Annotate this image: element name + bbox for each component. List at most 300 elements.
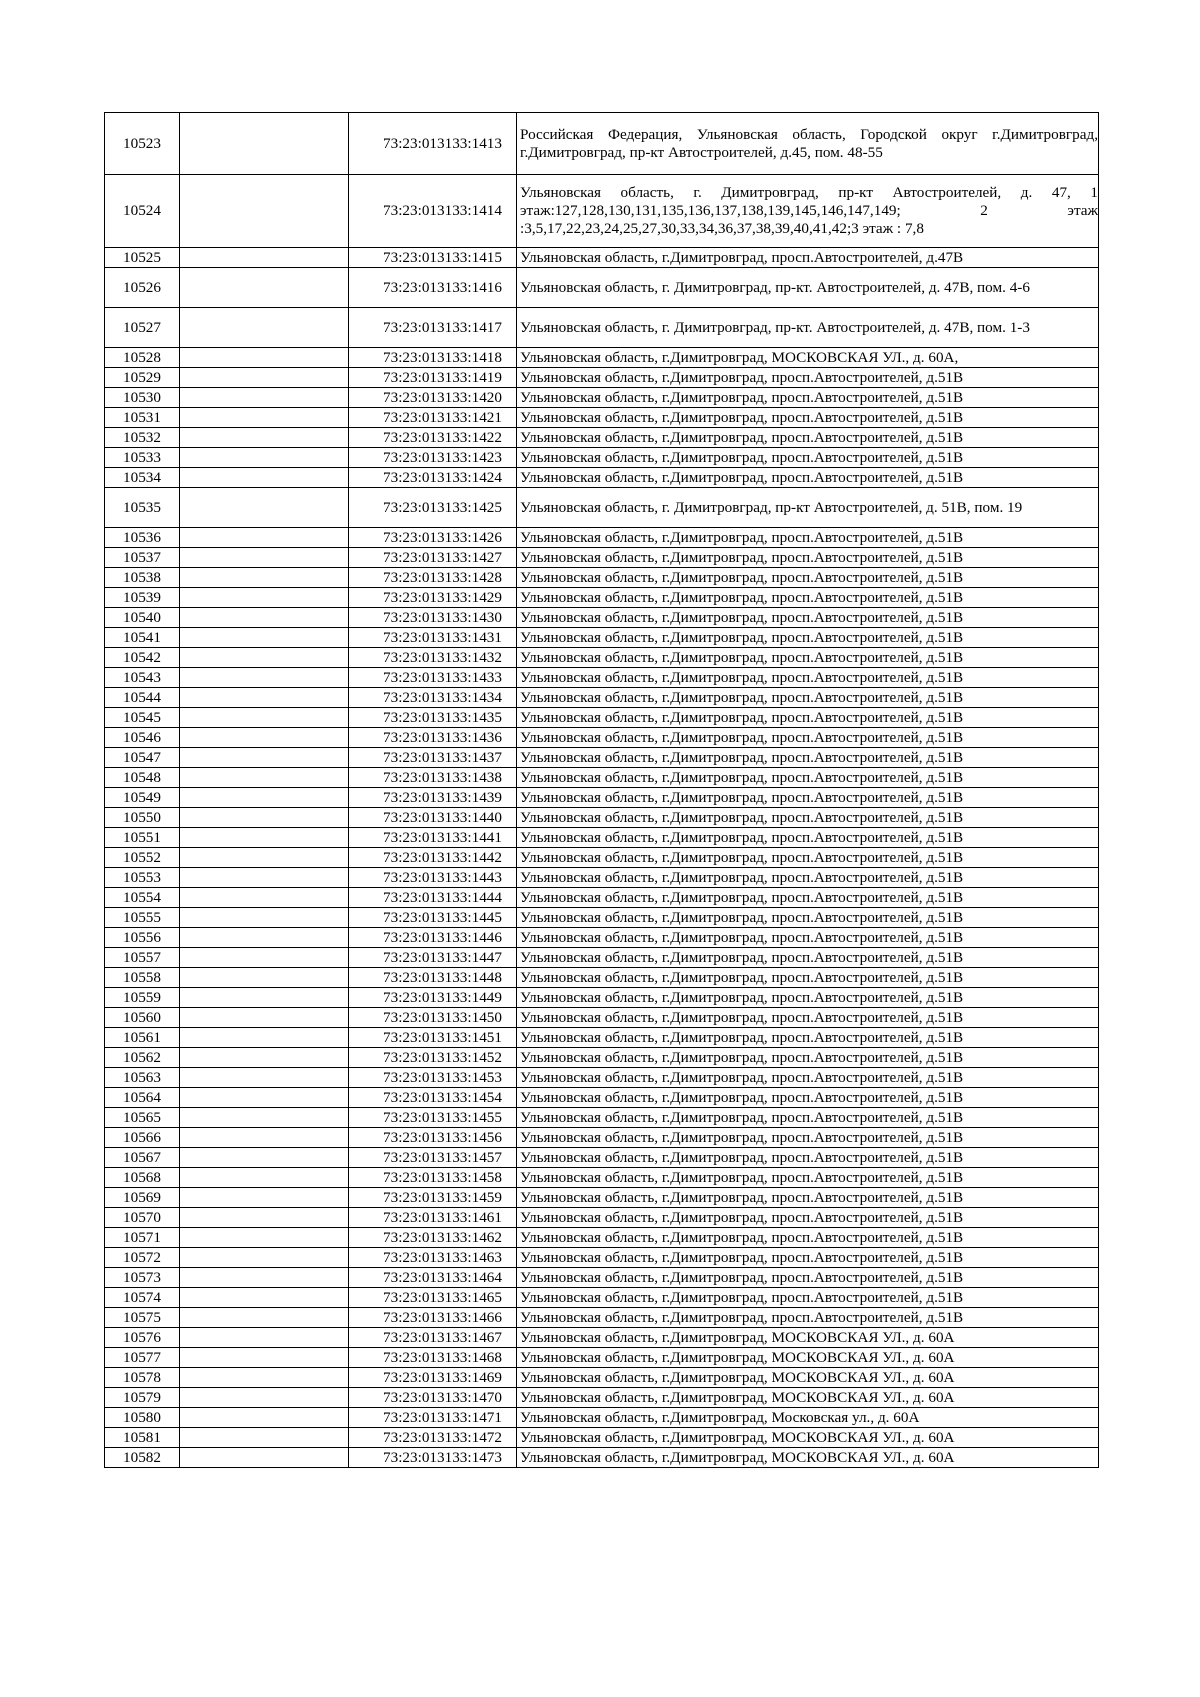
- address-cell: Ульяновская область, г.Димитровград, МОСКОВСКАЯ УЛ., д. 60А: [517, 1428, 1099, 1448]
- address-cell: Ульяновская область, г.Димитровград, просп.Автостроителей, д.51В: [517, 1308, 1099, 1328]
- address-cell: Ульяновская область, г.Димитровград, просп.Автостроителей, д.51В: [517, 1048, 1099, 1068]
- empty-cell: [180, 728, 349, 748]
- address-cell: Ульяновская область, г.Димитровград, просп.Автостроителей, д.51В: [517, 788, 1099, 808]
- row-number-cell: 10578: [105, 1368, 180, 1388]
- cadastral-number-cell: 73:23:013133:1423: [349, 448, 517, 468]
- table-row: [105, 588, 1099, 608]
- table-row: [105, 1328, 1099, 1348]
- address-cell: Ульяновская область, г.Димитровград, просп.Автостроителей, д.51В: [517, 768, 1099, 788]
- cadastral-number-cell: 73:23:013133:1463: [349, 1248, 517, 1268]
- table-row: [105, 468, 1099, 488]
- address-cell: Ульяновская область, г.Димитровград, просп.Автостроителей, д.51В: [517, 568, 1099, 588]
- empty-cell: [180, 528, 349, 548]
- cadastral-number-cell: 73:23:013133:1418: [349, 348, 517, 368]
- address-cell: Ульяновская область, г.Димитровград, просп.Автостроителей, д.51В: [517, 708, 1099, 728]
- empty-cell: [180, 268, 349, 308]
- table-row: [105, 1408, 1099, 1428]
- row-number-cell: 10563: [105, 1068, 180, 1088]
- cadastral-number-cell: 73:23:013133:1459: [349, 1188, 517, 1208]
- row-number-cell: 10555: [105, 908, 180, 928]
- empty-cell: [180, 928, 349, 948]
- table-row: [105, 1448, 1099, 1468]
- empty-cell: [180, 1228, 349, 1248]
- address-cell: Ульяновская область, г.Димитровград, просп.Автостроителей, д.51В: [517, 828, 1099, 848]
- row-number-cell: 10544: [105, 688, 180, 708]
- address-cell: Ульяновская область, г.Димитровград, просп.Автостроителей, д.51В: [517, 1008, 1099, 1028]
- table-row: [105, 408, 1099, 428]
- row-number-cell: 10523: [105, 113, 180, 175]
- row-number-cell: 10554: [105, 888, 180, 908]
- cadastral-number-cell: 73:23:013133:1415: [349, 248, 517, 268]
- row-number-cell: 10576: [105, 1328, 180, 1348]
- empty-cell: [180, 408, 349, 428]
- address-cell: Ульяновская область, г.Димитровград, МОСКОВСКАЯ УЛ., д. 60А: [517, 1368, 1099, 1388]
- empty-cell: [180, 888, 349, 908]
- cadastral-number-cell: 73:23:013133:1461: [349, 1208, 517, 1228]
- empty-cell: [180, 768, 349, 788]
- row-number-cell: 10579: [105, 1388, 180, 1408]
- row-number-cell: 10566: [105, 1128, 180, 1148]
- row-number-cell: 10581: [105, 1428, 180, 1448]
- address-cell: Ульяновская область, г. Димитровград, пр-кт. Автостроителей, д. 47В, пом. 1-3: [517, 308, 1099, 348]
- address-cell: Ульяновская область, г.Димитровград, просп.Автостроителей, д.51В: [517, 948, 1099, 968]
- empty-cell: [180, 688, 349, 708]
- table-row: [105, 708, 1099, 728]
- empty-cell: [180, 628, 349, 648]
- row-number-cell: 10529: [105, 368, 180, 388]
- address-cell: Ульяновская область, г.Димитровград, просп.Автостроителей, д.51В: [517, 1148, 1099, 1168]
- empty-cell: [180, 428, 349, 448]
- table-row: [105, 368, 1099, 388]
- row-number-cell: 10542: [105, 648, 180, 668]
- cadastral-number-cell: 73:23:013133:1466: [349, 1308, 517, 1328]
- registry-table: [104, 112, 1099, 1468]
- empty-cell: [180, 248, 349, 268]
- row-number-cell: 10572: [105, 1248, 180, 1268]
- row-number-cell: 10539: [105, 588, 180, 608]
- empty-cell: [180, 1128, 349, 1148]
- empty-cell: [180, 588, 349, 608]
- cadastral-number-cell: 73:23:013133:1470: [349, 1388, 517, 1408]
- cadastral-number-cell: 73:23:013133:1458: [349, 1168, 517, 1188]
- address-cell: Ульяновская область, г.Димитровград, МОСКОВСКАЯ УЛ., д. 60А: [517, 1348, 1099, 1368]
- empty-cell: [180, 1408, 349, 1428]
- row-number-cell: 10552: [105, 848, 180, 868]
- row-number-cell: 10535: [105, 488, 180, 528]
- empty-cell: [180, 1188, 349, 1208]
- row-number-cell: 10543: [105, 668, 180, 688]
- table-row: [105, 868, 1099, 888]
- row-number-cell: 10541: [105, 628, 180, 648]
- cadastral-number-cell: 73:23:013133:1419: [349, 368, 517, 388]
- row-number-cell: 10564: [105, 1088, 180, 1108]
- address-cell: Российская Федерация, Ульяновская область, Городской округ г.Димитровград, г.Димитровград, пр-кт Автостроителей, д.45, пом. 48-55: [517, 113, 1099, 175]
- table-row: [105, 1348, 1099, 1368]
- table-row: [105, 728, 1099, 748]
- table-row: [105, 1028, 1099, 1048]
- table-row: [105, 248, 1099, 268]
- address-cell: Ульяновская область, г. Димитровград, пр-кт Автостроителей, д. 47, 1 этаж:127,128,130,131,135,136,137,138,139,145,146,147,149; 2 этаж :3,5,17,22,23,24,25,27,30,33,34,36,37,38,39,40,41,42;3 этаж : 7,8: [517, 175, 1099, 248]
- cadastral-number-cell: 73:23:013133:1439: [349, 788, 517, 808]
- row-number-cell: 10540: [105, 608, 180, 628]
- table-row: [105, 1308, 1099, 1328]
- address-cell: Ульяновская область, г.Димитровград, просп.Автостроителей, д.51В: [517, 668, 1099, 688]
- table-row: [105, 113, 1099, 175]
- table-row: [105, 808, 1099, 828]
- table-row: [105, 1268, 1099, 1288]
- empty-cell: [180, 1268, 349, 1288]
- table-row: [105, 1368, 1099, 1388]
- cadastral-number-cell: 73:23:013133:1469: [349, 1368, 517, 1388]
- table-row: [105, 568, 1099, 588]
- table-row: [105, 608, 1099, 628]
- cadastral-number-cell: 73:23:013133:1452: [349, 1048, 517, 1068]
- address-cell: Ульяновская область, г.Димитровград, просп.Автостроителей, д.51В: [517, 888, 1099, 908]
- row-number-cell: 10531: [105, 408, 180, 428]
- cadastral-number-cell: 73:23:013133:1467: [349, 1328, 517, 1348]
- cadastral-number-cell: 73:23:013133:1473: [349, 1448, 517, 1468]
- address-cell: Ульяновская область, г.Димитровград, просп.Автостроителей, д.51В: [517, 968, 1099, 988]
- table-row: [105, 428, 1099, 448]
- table-row: [105, 668, 1099, 688]
- row-number-cell: 10550: [105, 808, 180, 828]
- row-number-cell: 10567: [105, 1148, 180, 1168]
- cadastral-number-cell: 73:23:013133:1462: [349, 1228, 517, 1248]
- address-cell: Ульяновская область, г.Димитровград, просп.Автостроителей, д.51В: [517, 448, 1099, 468]
- address-cell: Ульяновская область, г.Димитровград, просп.Автостроителей, д.51В: [517, 388, 1099, 408]
- empty-cell: [180, 868, 349, 888]
- cadastral-number-cell: 73:23:013133:1430: [349, 608, 517, 628]
- address-cell: Ульяновская область, г.Димитровград, просп.Автостроителей, д.51В: [517, 988, 1099, 1008]
- cadastral-number-cell: 73:23:013133:1422: [349, 428, 517, 448]
- empty-cell: [180, 908, 349, 928]
- address-cell: Ульяновская область, г.Димитровград, МОСКОВСКАЯ УЛ., д. 60А: [517, 1388, 1099, 1408]
- cadastral-number-cell: 73:23:013133:1413: [349, 113, 517, 175]
- empty-cell: [180, 1068, 349, 1088]
- row-number-cell: 10573: [105, 1268, 180, 1288]
- address-cell: Ульяновская область, г.Димитровград, просп.Автостроителей, д.51В: [517, 468, 1099, 488]
- empty-cell: [180, 1108, 349, 1128]
- row-number-cell: 10527: [105, 308, 180, 348]
- cadastral-number-cell: 73:23:013133:1444: [349, 888, 517, 908]
- document-page: [104, 112, 1098, 1468]
- table-row: [105, 1248, 1099, 1268]
- cadastral-number-cell: 73:23:013133:1427: [349, 548, 517, 568]
- row-number-cell: 10548: [105, 768, 180, 788]
- row-number-cell: 10575: [105, 1308, 180, 1328]
- address-cell: Ульяновская область, г.Димитровград, просп.Автостроителей, д.51В: [517, 1248, 1099, 1268]
- table-row: [105, 1148, 1099, 1168]
- row-number-cell: 10534: [105, 468, 180, 488]
- row-number-cell: 10530: [105, 388, 180, 408]
- cadastral-number-cell: 73:23:013133:1426: [349, 528, 517, 548]
- empty-cell: [180, 1148, 349, 1168]
- address-cell: Ульяновская область, г.Димитровград, просп.Автостроителей, д.51В: [517, 408, 1099, 428]
- cadastral-number-cell: 73:23:013133:1450: [349, 1008, 517, 1028]
- empty-cell: [180, 468, 349, 488]
- table-row: [105, 175, 1099, 248]
- address-cell: Ульяновская область, г.Димитровград, просп.Автостроителей, д.51В: [517, 688, 1099, 708]
- address-cell: Ульяновская область, г.Димитровград, Московская ул., д. 60А: [517, 1408, 1099, 1428]
- table-row: [105, 788, 1099, 808]
- row-number-cell: 10556: [105, 928, 180, 948]
- address-cell: Ульяновская область, г.Димитровград, просп.Автостроителей, д.51В: [517, 1188, 1099, 1208]
- empty-cell: [180, 348, 349, 368]
- empty-cell: [180, 1388, 349, 1408]
- address-cell: Ульяновская область, г.Димитровград, просп.Автостроителей, д.51В: [517, 648, 1099, 668]
- table-row: [105, 1068, 1099, 1088]
- table-row: [105, 1168, 1099, 1188]
- address-cell: Ульяновская область, г.Димитровград, просп.Автостроителей, д.51В: [517, 1208, 1099, 1228]
- address-cell: Ульяновская область, г. Димитровград, пр-кт Автостроителей, д. 51В, пом. 19: [517, 488, 1099, 528]
- empty-cell: [180, 488, 349, 528]
- empty-cell: [180, 828, 349, 848]
- cadastral-number-cell: 73:23:013133:1435: [349, 708, 517, 728]
- cadastral-number-cell: 73:23:013133:1432: [349, 648, 517, 668]
- address-cell: Ульяновская область, г.Димитровград, МОСКОВСКАЯ УЛ., д. 60А,: [517, 348, 1099, 368]
- cadastral-number-cell: 73:23:013133:1431: [349, 628, 517, 648]
- address-cell: Ульяновская область, г.Димитровград, просп.Автостроителей, д.51В: [517, 1168, 1099, 1188]
- empty-cell: [180, 388, 349, 408]
- table-row: [105, 988, 1099, 1008]
- empty-cell: [180, 988, 349, 1008]
- empty-cell: [180, 448, 349, 468]
- row-number-cell: 10528: [105, 348, 180, 368]
- cadastral-number-cell: 73:23:013133:1433: [349, 668, 517, 688]
- cadastral-number-cell: 73:23:013133:1437: [349, 748, 517, 768]
- row-number-cell: 10560: [105, 1008, 180, 1028]
- empty-cell: [180, 568, 349, 588]
- empty-cell: [180, 948, 349, 968]
- empty-cell: [180, 808, 349, 828]
- address-cell: Ульяновская область, г. Димитровград, пр-кт. Автостроителей, д. 47В, пом. 4-6: [517, 268, 1099, 308]
- empty-cell: [180, 1428, 349, 1448]
- address-cell: Ульяновская область, г.Димитровград, просп.Автостроителей, д.51В: [517, 848, 1099, 868]
- empty-cell: [180, 1348, 349, 1368]
- address-cell: Ульяновская область, г.Димитровград, просп.Автостроителей, д.51В: [517, 588, 1099, 608]
- empty-cell: [180, 668, 349, 688]
- table-row: [105, 388, 1099, 408]
- cadastral-number-cell: 73:23:013133:1453: [349, 1068, 517, 1088]
- row-number-cell: 10558: [105, 968, 180, 988]
- address-cell: Ульяновская область, г.Димитровград, просп.Автостроителей, д.51В: [517, 608, 1099, 628]
- row-number-cell: 10524: [105, 175, 180, 248]
- cadastral-number-cell: 73:23:013133:1455: [349, 1108, 517, 1128]
- row-number-cell: 10582: [105, 1448, 180, 1468]
- table-row: [105, 648, 1099, 668]
- table-row: [105, 688, 1099, 708]
- table-row: [105, 1208, 1099, 1228]
- row-number-cell: 10551: [105, 828, 180, 848]
- cadastral-number-cell: 73:23:013133:1424: [349, 468, 517, 488]
- cadastral-number-cell: 73:23:013133:1421: [349, 408, 517, 428]
- address-cell: Ульяновская область, г.Димитровград, просп.Автостроителей, д.51В: [517, 1228, 1099, 1248]
- table-row: [105, 1228, 1099, 1248]
- address-cell: Ульяновская область, г.Димитровград, просп.Автостроителей, д.51В: [517, 628, 1099, 648]
- address-cell: Ульяновская область, г.Димитровград, просп.Автостроителей, д.51В: [517, 928, 1099, 948]
- empty-cell: [180, 113, 349, 175]
- row-number-cell: 10532: [105, 428, 180, 448]
- row-number-cell: 10571: [105, 1228, 180, 1248]
- table-row: [105, 528, 1099, 548]
- cadastral-number-cell: 73:23:013133:1457: [349, 1148, 517, 1168]
- row-number-cell: 10549: [105, 788, 180, 808]
- table-row: [105, 768, 1099, 788]
- cadastral-number-cell: 73:23:013133:1448: [349, 968, 517, 988]
- empty-cell: [180, 848, 349, 868]
- address-cell: Ульяновская область, г.Димитровград, просп.Автостроителей, д.51В: [517, 1128, 1099, 1148]
- cadastral-number-cell: 73:23:013133:1443: [349, 868, 517, 888]
- empty-cell: [180, 608, 349, 628]
- cadastral-number-cell: 73:23:013133:1441: [349, 828, 517, 848]
- empty-cell: [180, 788, 349, 808]
- address-cell: Ульяновская область, г.Димитровград, просп.Автостроителей, д.51В: [517, 1028, 1099, 1048]
- address-cell: Ульяновская область, г.Димитровград, просп.Автостроителей, д.51В: [517, 528, 1099, 548]
- row-number-cell: 10533: [105, 448, 180, 468]
- table-row: [105, 1008, 1099, 1028]
- empty-cell: [180, 1088, 349, 1108]
- address-cell: Ульяновская область, г.Димитровград, просп.Автостроителей, д.51В: [517, 368, 1099, 388]
- table-row: [105, 748, 1099, 768]
- table-row: [105, 848, 1099, 868]
- empty-cell: [180, 748, 349, 768]
- address-cell: Ульяновская область, г.Димитровград, просп.Автостроителей, д.51В: [517, 748, 1099, 768]
- empty-cell: [180, 368, 349, 388]
- empty-cell: [180, 1028, 349, 1048]
- cadastral-number-cell: 73:23:013133:1440: [349, 808, 517, 828]
- table-row: [105, 908, 1099, 928]
- address-cell: Ульяновская область, г.Димитровград, просп.Автостроителей, д.47В: [517, 248, 1099, 268]
- empty-cell: [180, 308, 349, 348]
- empty-cell: [180, 1288, 349, 1308]
- table-row: [105, 448, 1099, 468]
- cadastral-number-cell: 73:23:013133:1425: [349, 488, 517, 528]
- table-row: [105, 548, 1099, 568]
- address-cell: Ульяновская область, г.Димитровград, просп.Автостроителей, д.51В: [517, 808, 1099, 828]
- empty-cell: [180, 1308, 349, 1328]
- empty-cell: [180, 175, 349, 248]
- cadastral-number-cell: 73:23:013133:1456: [349, 1128, 517, 1148]
- row-number-cell: 10525: [105, 248, 180, 268]
- empty-cell: [180, 1048, 349, 1068]
- address-cell: Ульяновская область, г.Димитровград, МОСКОВСКАЯ УЛ., д. 60А: [517, 1448, 1099, 1468]
- cadastral-number-cell: 73:23:013133:1417: [349, 308, 517, 348]
- cadastral-number-cell: 73:23:013133:1454: [349, 1088, 517, 1108]
- cadastral-number-cell: 73:23:013133:1472: [349, 1428, 517, 1448]
- address-cell: Ульяновская область, г.Димитровград, просп.Автостроителей, д.51В: [517, 1288, 1099, 1308]
- row-number-cell: 10545: [105, 708, 180, 728]
- row-number-cell: 10526: [105, 268, 180, 308]
- table-row: [105, 1428, 1099, 1448]
- cadastral-number-cell: 73:23:013133:1464: [349, 1268, 517, 1288]
- address-cell: Ульяновская область, г.Димитровград, просп.Автостроителей, д.51В: [517, 428, 1099, 448]
- registry-table-body: [105, 113, 1099, 1468]
- row-number-cell: 10547: [105, 748, 180, 768]
- table-row: [105, 628, 1099, 648]
- cadastral-number-cell: 73:23:013133:1442: [349, 848, 517, 868]
- address-cell: Ульяновская область, г.Димитровград, просп.Автостроителей, д.51В: [517, 908, 1099, 928]
- empty-cell: [180, 1328, 349, 1348]
- row-number-cell: 10546: [105, 728, 180, 748]
- address-cell: Ульяновская область, г.Димитровград, просп.Автостроителей, д.51В: [517, 1088, 1099, 1108]
- cadastral-number-cell: 73:23:013133:1465: [349, 1288, 517, 1308]
- row-number-cell: 10537: [105, 548, 180, 568]
- table-row: [105, 928, 1099, 948]
- row-number-cell: 10580: [105, 1408, 180, 1428]
- cadastral-number-cell: 73:23:013133:1416: [349, 268, 517, 308]
- row-number-cell: 10561: [105, 1028, 180, 1048]
- cadastral-number-cell: 73:23:013133:1445: [349, 908, 517, 928]
- address-cell: Ульяновская область, г.Димитровград, просп.Автостроителей, д.51В: [517, 1268, 1099, 1288]
- empty-cell: [180, 648, 349, 668]
- row-number-cell: 10565: [105, 1108, 180, 1128]
- address-cell: Ульяновская область, г.Димитровград, просп.Автостроителей, д.51В: [517, 548, 1099, 568]
- empty-cell: [180, 1248, 349, 1268]
- table-row: [105, 348, 1099, 368]
- empty-cell: [180, 1208, 349, 1228]
- table-row: [105, 1188, 1099, 1208]
- row-number-cell: 10574: [105, 1288, 180, 1308]
- table-row: [105, 1388, 1099, 1408]
- row-number-cell: 10536: [105, 528, 180, 548]
- cadastral-number-cell: 73:23:013133:1451: [349, 1028, 517, 1048]
- address-cell: Ульяновская область, г.Димитровград, просп.Автостроителей, д.51В: [517, 1068, 1099, 1088]
- row-number-cell: 10553: [105, 868, 180, 888]
- empty-cell: [180, 548, 349, 568]
- row-number-cell: 10577: [105, 1348, 180, 1368]
- table-row: [105, 268, 1099, 308]
- empty-cell: [180, 1448, 349, 1468]
- cadastral-number-cell: 73:23:013133:1446: [349, 928, 517, 948]
- address-cell: Ульяновская область, г.Димитровград, просп.Автостроителей, д.51В: [517, 868, 1099, 888]
- cadastral-number-cell: 73:23:013133:1434: [349, 688, 517, 708]
- cadastral-number-cell: 73:23:013133:1436: [349, 728, 517, 748]
- table-row: [105, 948, 1099, 968]
- table-row: [105, 1128, 1099, 1148]
- table-row: [105, 1048, 1099, 1068]
- cadastral-number-cell: 73:23:013133:1471: [349, 1408, 517, 1428]
- row-number-cell: 10569: [105, 1188, 180, 1208]
- table-row: [105, 828, 1099, 848]
- table-row: [105, 888, 1099, 908]
- empty-cell: [180, 1008, 349, 1028]
- table-row: [105, 308, 1099, 348]
- table-row: [105, 1288, 1099, 1308]
- cadastral-number-cell: 73:23:013133:1449: [349, 988, 517, 1008]
- row-number-cell: 10559: [105, 988, 180, 1008]
- table-row: [105, 968, 1099, 988]
- cadastral-number-cell: 73:23:013133:1438: [349, 768, 517, 788]
- address-cell: Ульяновская область, г.Димитровград, просп.Автостроителей, д.51В: [517, 728, 1099, 748]
- empty-cell: [180, 1168, 349, 1188]
- address-cell: Ульяновская область, г.Димитровград, просп.Автостроителей, д.51В: [517, 1108, 1099, 1128]
- row-number-cell: 10568: [105, 1168, 180, 1188]
- row-number-cell: 10538: [105, 568, 180, 588]
- empty-cell: [180, 1368, 349, 1388]
- table-row: [105, 1108, 1099, 1128]
- cadastral-number-cell: 73:23:013133:1468: [349, 1348, 517, 1368]
- table-row: [105, 488, 1099, 528]
- cadastral-number-cell: 73:23:013133:1420: [349, 388, 517, 408]
- address-cell: Ульяновская область, г.Димитровград, МОСКОВСКАЯ УЛ., д. 60А: [517, 1328, 1099, 1348]
- cadastral-number-cell: 73:23:013133:1414: [349, 175, 517, 248]
- table-row: [105, 1088, 1099, 1108]
- row-number-cell: 10570: [105, 1208, 180, 1228]
- row-number-cell: 10562: [105, 1048, 180, 1068]
- empty-cell: [180, 968, 349, 988]
- empty-cell: [180, 708, 349, 728]
- row-number-cell: 10557: [105, 948, 180, 968]
